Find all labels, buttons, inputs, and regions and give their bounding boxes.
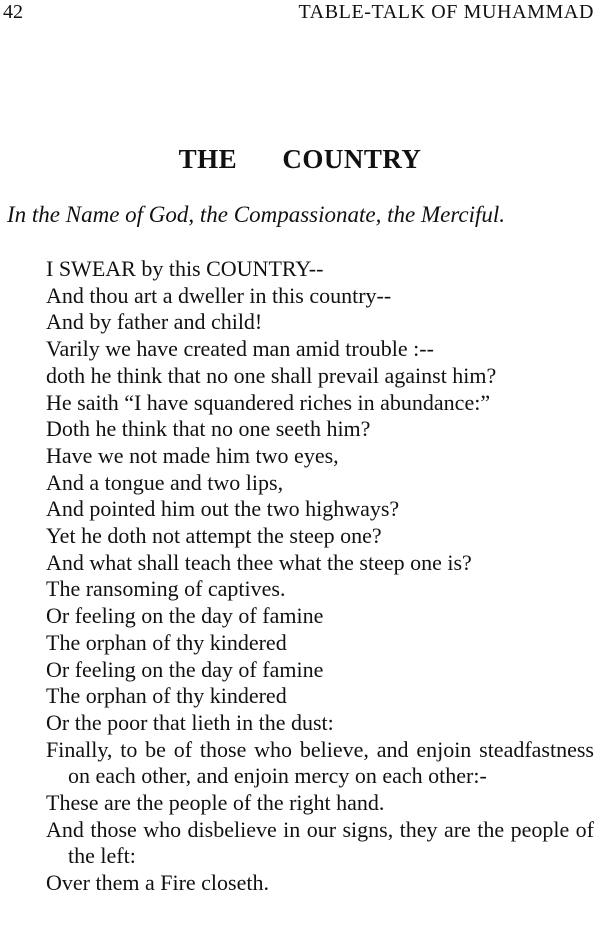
verse-line: The ransoming of captives.: [46, 576, 286, 602]
verse-list: [46, 256, 594, 897]
verse-line: I SWEAR by this COUNTRY--: [46, 256, 324, 281]
verse-line: doth he think that no one shall prevail against him?: [46, 362, 497, 388]
page-number: 42: [3, 1, 23, 23]
verse-line: The orphan of thy kindered: [46, 683, 287, 709]
verse-line: And pointed him out the two highways?: [46, 496, 400, 522]
verse-line: These are the people of the right hand.: [46, 790, 385, 816]
verse-line: And by father and child!: [46, 309, 263, 335]
verse-line: Or feeling on the day of famine: [46, 603, 324, 629]
verse-line: And those who disbelieve in our signs, they are the people of the left:: [46, 816, 594, 869]
running-header: TABLE-TALK OF MUHAMMAD: [298, 1, 594, 23]
verse-line: Yet he doth not attempt the steep one?: [46, 523, 382, 549]
verse-line: Or feeling on the day of famine: [46, 656, 324, 682]
chapter-title: THE COUNTRY: [178, 144, 422, 174]
verse-line: He saith “I have squandered riches in abundance:”: [46, 389, 491, 415]
verse-line: And what shall teach thee what the steep one is?: [46, 549, 472, 575]
verse-line: Finally, to be of those who believe, and enjoin steadfastness on each other, and enjoin mercy on each other:-: [46, 736, 594, 789]
verse-line: Have we not made him two eyes,: [46, 442, 339, 468]
verse-line: Varily we have created man amid trouble :--: [46, 336, 434, 362]
verse-line: Or the poor that lieth in the dust:: [46, 709, 334, 735]
verse-line: The orphan of thy kindered: [46, 629, 287, 655]
verse-line: Over them a Fire closeth.: [46, 870, 269, 896]
verse-line: And thou art a dweller in this country--: [46, 282, 392, 308]
verse-line: And a tongue and two lips,: [46, 469, 284, 495]
invocation: In the Name of God, the Compassionate, the Merciful.: [7, 202, 506, 227]
verse-line: Doth he think that no one seeth him?: [46, 416, 371, 442]
